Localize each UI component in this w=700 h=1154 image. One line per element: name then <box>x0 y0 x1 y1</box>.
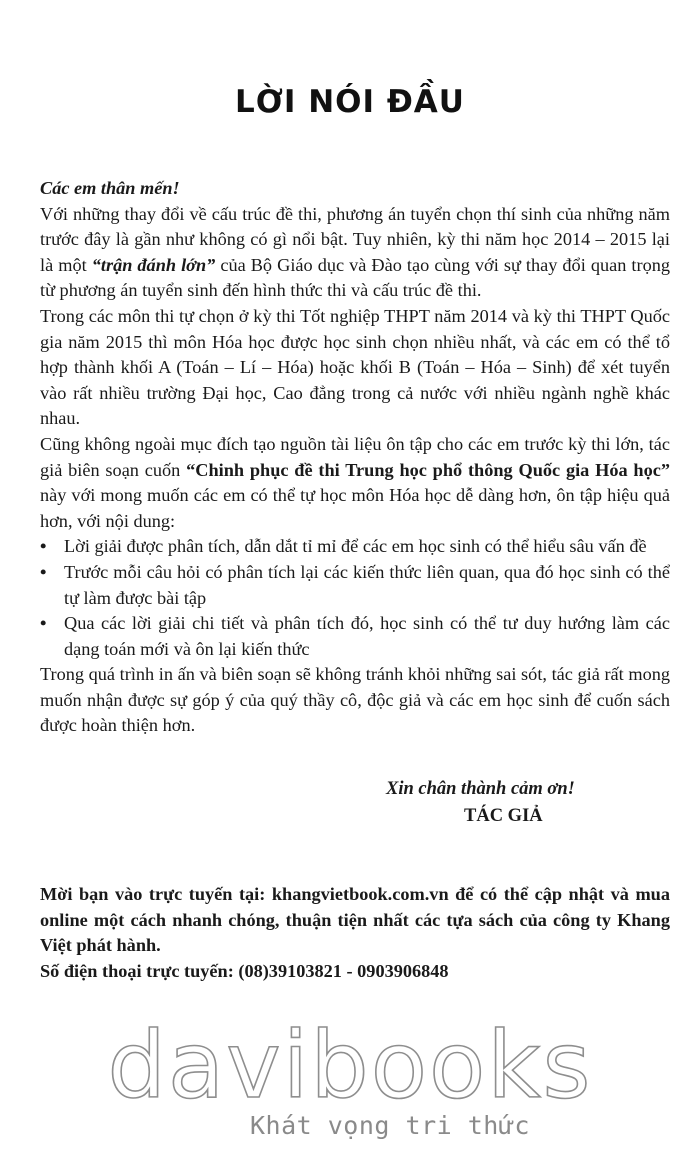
bullet-icon: • <box>40 613 47 634</box>
list-item-text: Lời giải được phân tích, dẫn dắt tỉ mỉ để các em học sinh có thể hiểu sâu vấn đề <box>64 536 647 557</box>
paragraph-1-text-a: Với những thay đổi về cấu trúc đề thi, phương án tuyển chọn thí sinh của những năm trước đây là gần như không có gì nổi bật. Tuy nhiên, kỳ thi năm học 2014 – 2015 lại là một <box>40 203 670 275</box>
closing-signature <box>386 776 626 830</box>
list-item <box>40 534 670 560</box>
bullet-icon: • <box>40 561 47 582</box>
watermark-logo: davibooks <box>107 1012 593 1119</box>
paragraph-3 <box>40 432 670 534</box>
greeting: Các em thân mến! <box>40 178 180 198</box>
paragraph-4: Trong quá trình in ấn và biên soạn sẽ không tránh khỏi những sai sót, tác giả rất mong muốn nhận được sự góp ý của quý thầy cô, độc giả và các em học sinh để cuốn sách được hoàn thiện hơn. <box>40 664 670 736</box>
promo-website-text: Mời bạn vào trực tuyến tại: khangvietbook.com.vn để có thể cập nhật và mua online một cách nhanh chóng, thuận tiện nhất các tựa sách của công ty Khang Việt phát hành. <box>40 884 670 956</box>
author-label: TÁC GIẢ <box>464 806 543 826</box>
paragraph-1-text-b: của Bộ Giáo dục và Đào tạo cùng với sự thay đổi quan trọng từ phương án tuyển sinh đến hình thức thi và cấu trúc đề thi. <box>40 254 670 301</box>
list-item-text: Qua các lời giải chi tiết và phân tích đó, học sinh có thể tư duy hướng làm các dạng toán mới và ôn lại kiến thức <box>64 613 670 659</box>
paragraph-3-text-b: này với mong muốn các em có thể tự học môn Hóa học dễ dàng hơn, ôn tập hiệu quả hơn, với nội dung: <box>40 485 670 531</box>
bullet-icon: • <box>40 536 47 557</box>
list-item <box>40 611 670 662</box>
watermark-tagline: Khát vọng tri thức <box>250 1111 530 1140</box>
paragraph-2: Trong các môn thi tự chọn ở kỳ thi Tốt nghiệp THPT năm 2014 và kỳ thi THPT Quốc gia năm 2015 thì môn Hóa học được học sinh chọn nhiều nhất, và các em có thể tổ hợp thành khối A (Toán – Lí – Hóa) hoặc khối B (Toán – Hóa – Sinh) để xét tuyển vào rất nhiều trường Đại học, Cao đẳng trong cả nước với nhiều ngành nghề khác nhau. <box>40 305 670 429</box>
promo-section <box>40 882 670 984</box>
list-item-text: Trước mỗi câu hỏi có phân tích lại các kiến thức liên quan, qua đó học sinh có thể tự làm được bài tập <box>64 561 670 608</box>
paragraph-1 <box>40 202 670 304</box>
promo-phone-text: Số điện thoại trực tuyến: (08)39103821 - 0903906848 <box>40 960 449 981</box>
book-title-emphasis: “Chinh phục đề thi Trung học phổ thông Quốc gia Hóa học” <box>186 459 670 480</box>
page-title: LỜI NÓI ĐẦU <box>235 84 465 120</box>
closing-thanks: Xin chân thành cảm ơn! <box>386 779 575 799</box>
paragraph-1-emphasis: “trận đánh lớn” <box>91 254 216 275</box>
paragraph-3-text-a: Cũng không ngoài mục đích tạo nguồn tài liệu ôn tập cho các em trước kỳ thi lớn, tác giả biên soạn cuốn <box>40 433 670 480</box>
list-item <box>40 560 670 611</box>
preface-body <box>40 176 670 739</box>
